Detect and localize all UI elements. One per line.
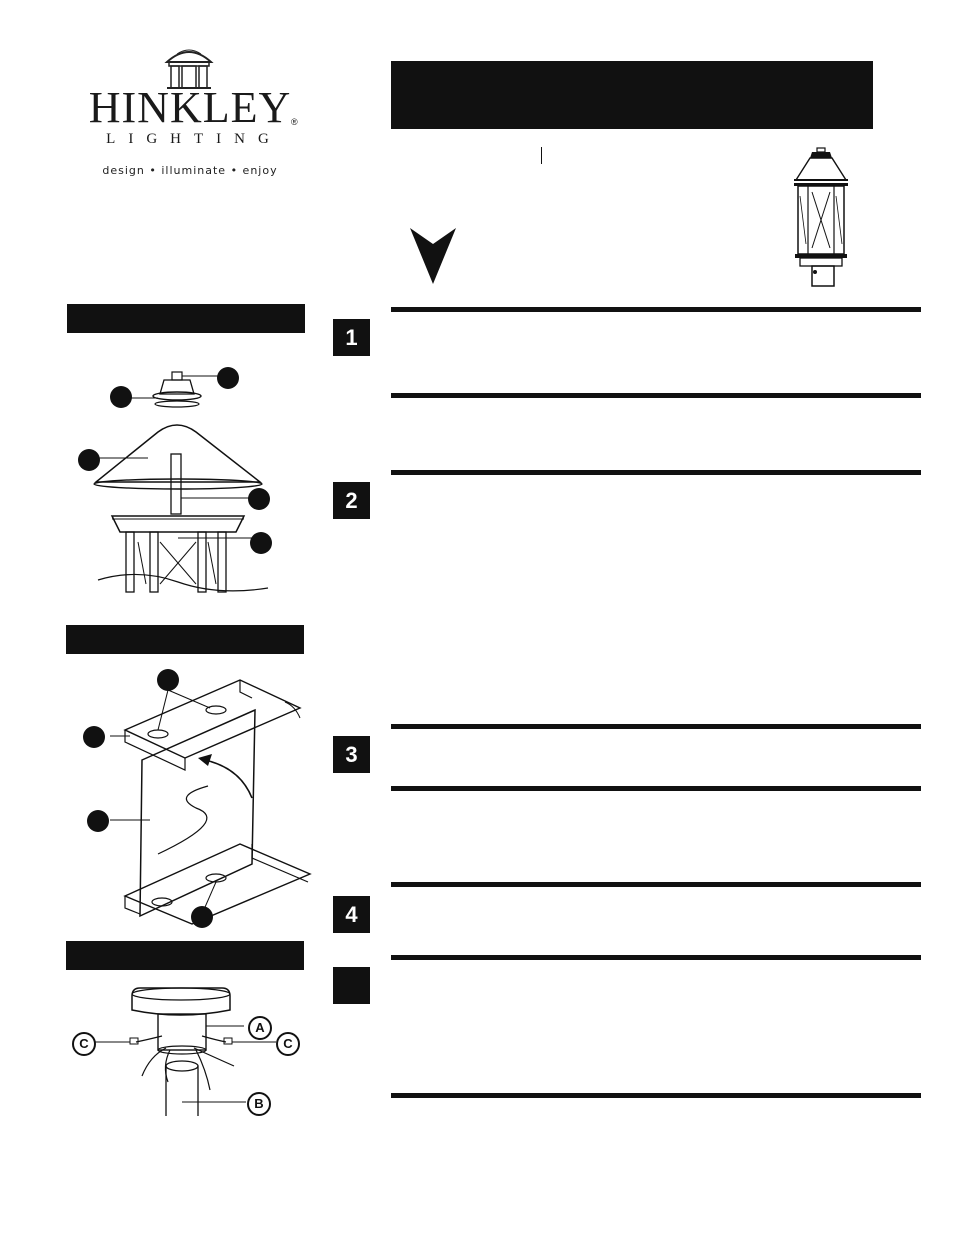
callout-marker [87,810,109,832]
callout-marker [157,669,179,691]
callout-marker [217,367,239,389]
callout-a: A [248,1016,272,1040]
divider-line [541,147,542,164]
step-rule [391,955,921,960]
logo-sub: LIGHTING [106,131,282,147]
step-number-box [333,967,370,1004]
callout-b: B [247,1092,271,1116]
step-rule [391,307,921,312]
step-rule [391,786,921,791]
step-rule [391,470,921,475]
logo-brand: HINKLEY [88,83,292,132]
callout-marker [78,449,100,471]
section-header-bar-2 [66,625,304,654]
logo-registered-mark: ® [291,117,298,127]
callout-c-left: C [72,1032,96,1056]
step-rule [391,393,921,398]
step-rule [391,724,921,729]
title-bar [391,61,873,129]
step-rule [391,1093,921,1098]
section-header-bar-3 [66,941,304,970]
step-number-4: 4 [333,896,370,933]
down-arrow-icon [408,226,458,286]
callout-c-right: C [276,1032,300,1056]
callout-marker [191,906,213,928]
step-number-1: 1 [333,319,370,356]
lantern-fixture-illustration [790,146,852,290]
logo-tagline: design • illuminate • enjoy [102,164,278,177]
step-number-2: 2 [333,482,370,519]
step-number-3: 3 [333,736,370,773]
callout-marker [248,488,270,510]
glass-panel-illustration [80,668,320,926]
step-rule [391,882,921,887]
callout-marker [250,532,272,554]
callout-marker [110,386,132,408]
section-header-bar-1 [67,304,305,333]
callout-marker [83,726,105,748]
lantern-top-assembly-illustration [78,362,278,602]
